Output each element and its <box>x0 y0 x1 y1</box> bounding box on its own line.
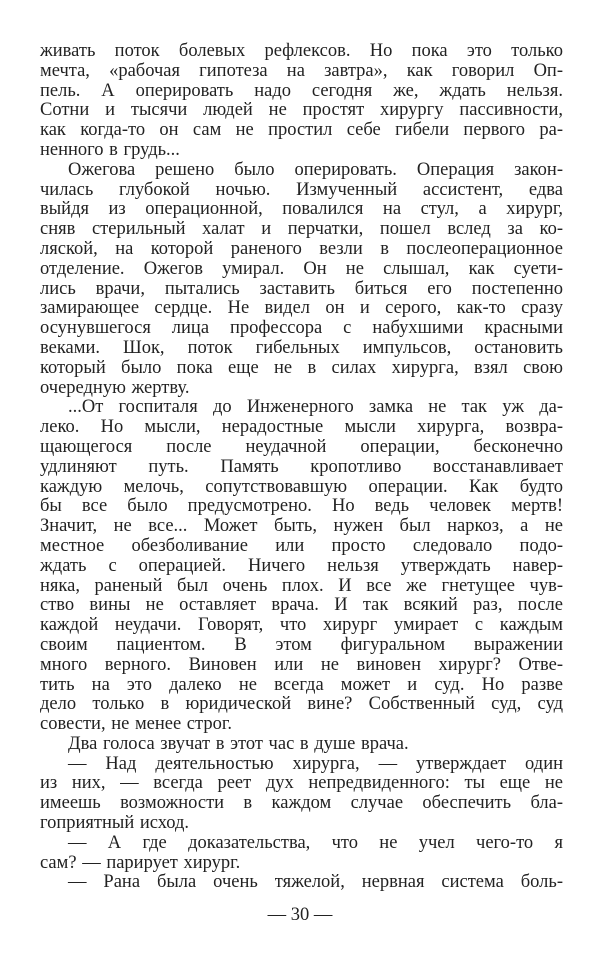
text-line: сняв стерильный халат и перчатки, пошел вслед за ко- <box>40 219 563 240</box>
text-line: дело только в юридической вине? Собственный суд, суд <box>40 694 563 715</box>
text-line: чилась глубокой ночью. Измученный ассистент, едва <box>40 179 563 200</box>
text-line: щающегося после неудачной операции, бесконечно <box>40 436 563 457</box>
text-line: гоприятный исход. <box>40 813 190 834</box>
text-line: как когда-то он сам не простил себе гибели первого ра- <box>40 120 563 141</box>
text-line: каждой неудачи. Говорят, что хирург умирает с каждым <box>40 615 563 636</box>
text-line: имеешь возможности в каждом случае обеспечить бла- <box>40 793 563 814</box>
text-line: пель. А оперировать надо сегодня же, ждать нельзя. <box>40 80 563 101</box>
text-line: своим пациентом. В этом фигуральном выражении <box>40 634 563 655</box>
page-number: — 30 — <box>267 905 333 925</box>
text-line: ство вины не оставляет врача. И так всякий раз, после <box>40 595 563 616</box>
text-line: осунувшегося лица профессора с набухшими красными <box>40 318 563 339</box>
text-line: Сотни и тысячи людей не простят хирургу пассивности, <box>40 100 563 121</box>
text-line: очередную жертву. <box>40 377 190 398</box>
text-line: удлиняют путь. Память кропотливо восстанавливает <box>40 456 563 477</box>
text-line: няка, раненый был очень плох. И все же гнетущее чув- <box>40 575 563 596</box>
text-line: — А где доказательства, что не учел чего-то я <box>68 832 563 853</box>
text-line: сам? — парирует хирург. <box>40 852 241 873</box>
text-line: Значит, не все... Может быть, нужен был наркоз, а не <box>40 516 563 537</box>
text-line: ненного в грудь... <box>40 139 180 160</box>
text-line: много верного. Виновен или не виновен хирург? Отве- <box>40 654 563 675</box>
text-line: отделение. Ожегов умирал. Он не слышал, как суети- <box>40 258 563 279</box>
text-line: — Над деятельностью хирурга, — утверждает один <box>68 753 563 774</box>
text-line: из них, — всегда реет дух непредвиденного: ты еще не <box>40 773 563 794</box>
text-line: замирающее сердце. Не видел он и серого, как-то сразу <box>40 298 563 319</box>
text-line: тить на это далеко не всегда может и суд. Но разве <box>40 674 563 695</box>
text-line: Ожегова решено было оперировать. Операция закон- <box>68 159 563 180</box>
text-line: — Рана была очень тяжелой, нервная система боль- <box>68 872 563 893</box>
text-line: местное обезболивание или просто следовало подо- <box>40 535 563 556</box>
text-line: бы все было предусмотрено. Но ведь человек мертв! <box>40 496 563 517</box>
text-line: живать поток болевых рефлексов. Но пока это только <box>40 41 563 61</box>
text-line: ждать с операцией. Ничего нельзя утверждать навер- <box>40 555 563 576</box>
text-line: ...От госпиталя до Инженерного замка не так уж да- <box>68 397 563 418</box>
text-line: ляской, на которой раненого везли в послеоперационное <box>40 238 563 259</box>
text-line: выйдя из операционной, повалился на стул, а хирург, <box>40 199 563 220</box>
text-line: леко. Но мысли, нерадостные мысли хирурга, возвра- <box>40 417 563 438</box>
text-line: Два голоса звучат в этот час в душе врача. <box>68 733 409 754</box>
text-line: веками. Шок, поток гибельных импульсов, остановить <box>40 337 563 358</box>
text-line: каждую мелочь, сопутствовавшую операции. Как будто <box>40 476 563 497</box>
body-text <box>40 42 563 893</box>
text-line: который было пока еще не в силах хирурга, взял свою <box>40 357 563 378</box>
text-line: мечта, «рабочая гипотеза на завтра», как говорил Оп- <box>40 60 563 81</box>
text-line: лись врачи, пытались заставить биться его постепенно <box>40 278 563 299</box>
text-line: совести, не менее строг. <box>40 714 232 735</box>
